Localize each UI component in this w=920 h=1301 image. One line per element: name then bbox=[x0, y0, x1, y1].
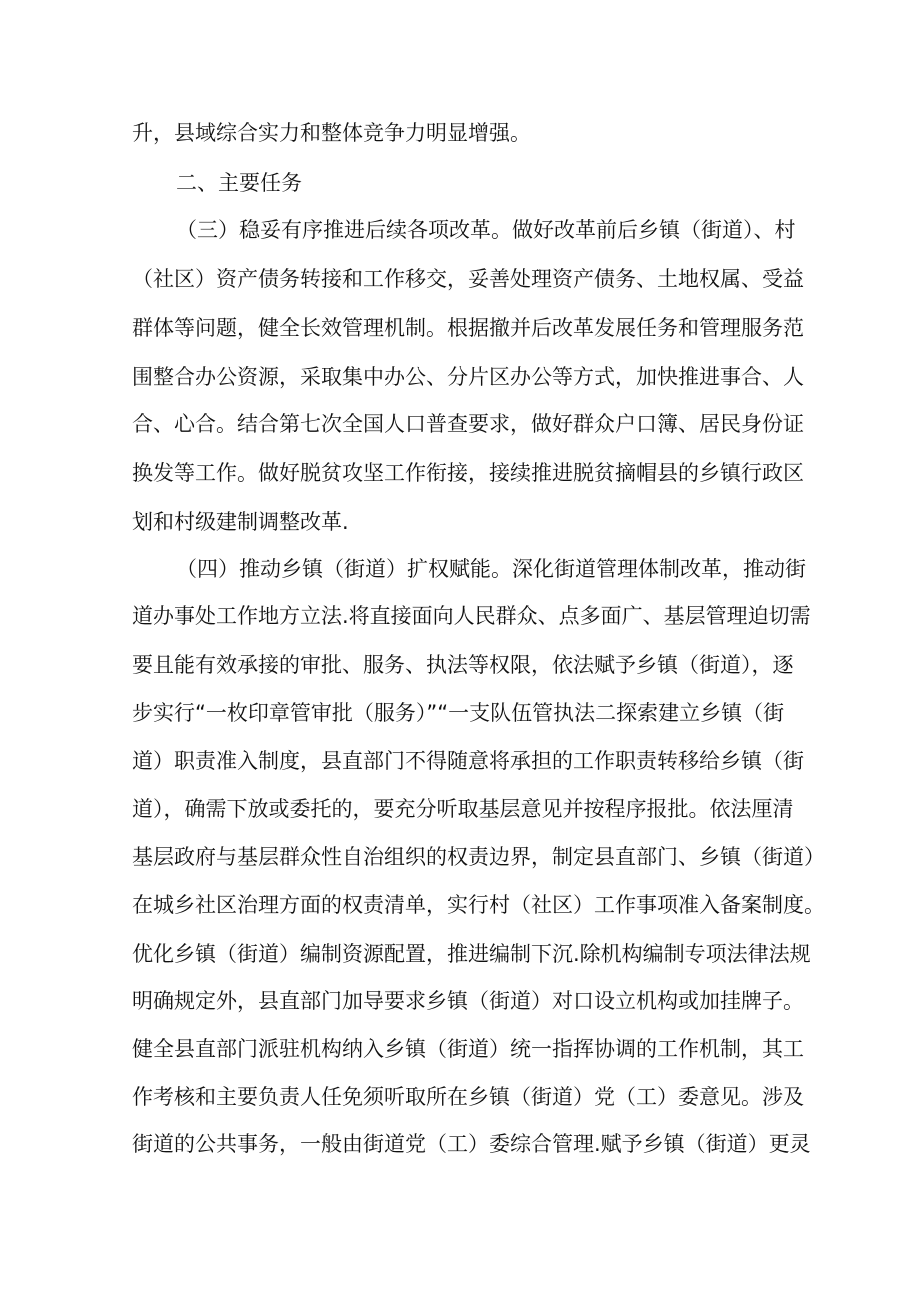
text-line: 街道的公共事务，一般由街道党（工）委综合管理.赋予乡镇（街道）更灵 bbox=[132, 1132, 811, 1156]
text-line: 升，县域综合实力和整体竞争力明显增强。 bbox=[132, 121, 531, 145]
text-line: 健全县直部门派驻机构纳入乡镇（街道）统一指挥协调的工作机制，其工 bbox=[132, 1037, 804, 1061]
text-line: 在城乡社区治理方面的权责清单，实行村（社区）工作事项准入备案制度。 bbox=[132, 893, 825, 917]
text-line: 步实行“一枚印章管审批（服务）”“一支队伍管执法二探索建立乡镇（街 bbox=[132, 701, 785, 725]
text-line: 作考核和主要负责人任免须听取所在乡镇（街道）党（工）委意见。涉及 bbox=[132, 1085, 804, 1109]
text-line: 优化乡镇（街道）编制资源配置，推进编制下沉.除机构编制专项法律法规 bbox=[132, 942, 811, 966]
text-line: 道办事处工作地方立法.将直接面向人民群众、点多面广、基层管理迫切需 bbox=[132, 604, 811, 628]
text-line: 道），确需下放或委托的，要充分听取基层意见并按程序报批。依法厘清 bbox=[132, 797, 794, 821]
text-line: 换发等工作。做好脱贫攻坚工作衔接，接续推进脱贫摘帽县的乡镇行政区 bbox=[132, 461, 804, 485]
text-line: 划和村级建制调整改革. bbox=[132, 510, 349, 534]
text-line: （社区）资产债务转接和工作移交，妥善处理资产债务、土地权属、受益 bbox=[132, 267, 804, 291]
text-line: 道）职责准入制度，县直部门不得随意将承担的工作职责转移给乡镇（街 bbox=[132, 749, 804, 773]
text-line: 围整合办公资源，采取集中办公、分片区办公等方式，加快推进事合、人 bbox=[132, 365, 804, 389]
text-line: 群体等问题，健全长效管理机制。根据撤并后改革发展任务和管理服务范 bbox=[132, 316, 804, 340]
paragraph-start-line: （四）推动乡镇（街道）扩权赋能。深化街道管理体制改革，推动街 bbox=[176, 557, 806, 581]
text-line: 合、心合。结合第七次全国人口普查要求，做好群众户口簿、居民身份证 bbox=[132, 412, 804, 436]
text-line: 基层政府与基层群众性自治组织的权责边界，制定县直部门、乡镇（街道） bbox=[132, 845, 825, 869]
text-line: 明确规定外，县直部门加导要求乡镇（街道）对口设立机构或加挂牌子。 bbox=[132, 989, 804, 1013]
paragraph-start-line: （三）稳妥有序推进后续各项改革。做好改革前后乡镇（街道）、村 bbox=[176, 218, 796, 242]
text-line: 要且能有效承接的审批、服务、执法等权限，依法赋予乡镇（街道），逐 bbox=[132, 653, 794, 677]
section-heading: 二、主要任务 bbox=[176, 171, 302, 195]
